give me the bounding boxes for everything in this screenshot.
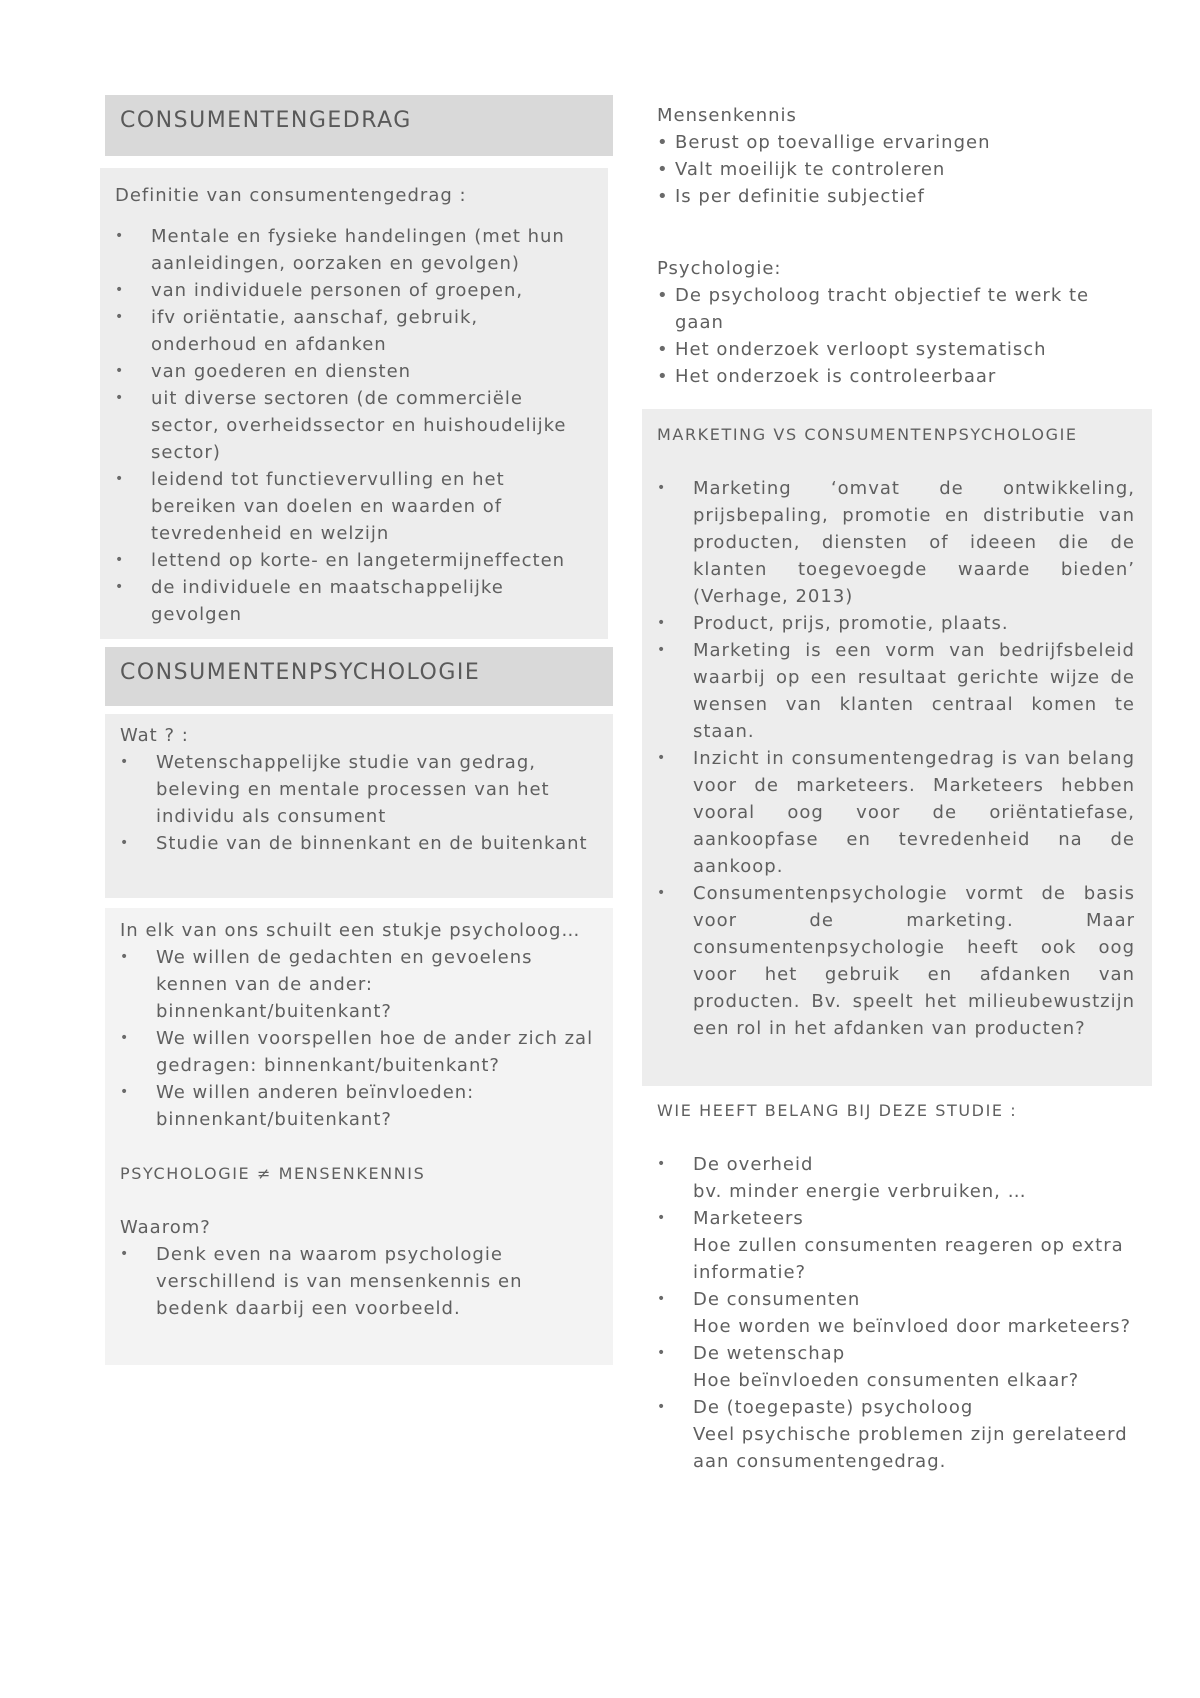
belang-who: • De consumenten (693, 1289, 861, 1310)
list-item: • Marketing is een vorm van bedrijfsbeleid waarbij op een resultaat gerichte wijze de wensen van klanten centraal komen te staan. (657, 637, 1135, 745)
list-item: • Denk even na waarom psychologie verschillend is van mensenkennis en bedenk daarbij een voorbeeld. (120, 1241, 598, 1322)
list-item (657, 1394, 1152, 1475)
belang-who: • De overheid (693, 1154, 814, 1175)
list-item: • Inzicht in consumentengedrag is van belang voor de marketeers. Marketeers hebben vooral oog voor de oriëntatiefase, aankoopfase en tevredenheid na de aankoop. (657, 745, 1135, 880)
waarom-label: Waarom? (120, 1217, 211, 1238)
list-item: • Het onderzoek verloopt systematisch (657, 336, 1127, 363)
marketing-list (657, 475, 1135, 1042)
list-item: • leidend tot functievervulling en het bereiken van doelen en waarden of tevredenheid en welzijn (115, 466, 589, 547)
wat-list (120, 749, 598, 857)
list-item (657, 1151, 1152, 1205)
psychologie-list (657, 282, 1127, 390)
belang-detail: Hoe worden we beïnvloed door marketeers? (693, 1316, 1132, 1337)
list-item: • ifv oriëntatie, aanschaf, gebruik, onderhoud en afdanken (115, 304, 589, 358)
mensenkennis-label: Mensenkennis (657, 105, 797, 126)
list-item: • Studie van de binnenkant en de buitenkant (120, 830, 598, 857)
list-item: • lettend op korte- en langetermijneffecten (115, 547, 589, 574)
mensenkennis-section (657, 102, 1157, 210)
belang-detail: Hoe beïnvloeden consumenten elkaar? (693, 1370, 1080, 1391)
list-item: • Marketing ‘omvat de ontwikkeling, prijsbepaling, promotie en distributie van producten, diensten of ideeen die de klanten toegevoegde waarde bieden’ (Verhage, 2013) (657, 475, 1135, 610)
belang-detail: Veel psychische problemen zijn gerelateerd aan consumentengedrag. (693, 1424, 1128, 1472)
list-item: • de individuele en maatschappelijke gevolgen (115, 574, 589, 628)
belang-list (657, 1151, 1152, 1475)
psycholoog-list (120, 944, 598, 1133)
consumentenpsychologie-heading-box (105, 647, 613, 706)
list-item: • Het onderzoek is controleerbaar (657, 363, 1127, 390)
mensenkennis-list (657, 129, 1157, 210)
wat-label: Wat ? : (120, 725, 189, 746)
list-item: • We willen de gedachten en gevoelens kennen van de ander: binnenkant/buitenkant? (120, 944, 598, 1025)
belang-title: WIE HEEFT BELANG BIJ DEZE STUDIE : (657, 1101, 1018, 1120)
consumentenpsychologie-title: CONSUMENTENPSYCHOLOGIE (120, 660, 481, 685)
consumentengedrag-title: CONSUMENTENGEDRAG (120, 108, 412, 133)
belang-section (657, 1097, 1152, 1475)
belang-detail: bv. minder energie verbruiken, … (693, 1181, 1027, 1202)
list-item: • Berust op toevallige ervaringen (657, 129, 1157, 156)
list-item: • We willen anderen beïnvloeden: binnenkant/buitenkant? (120, 1079, 598, 1133)
psychologie-section (657, 255, 1127, 390)
definitie-label: Definitie van consumentengedrag : (115, 185, 467, 206)
wat-box (105, 714, 613, 898)
psycholoog-box (105, 908, 613, 1365)
list-item: • Valt moeilijk te controleren (657, 156, 1157, 183)
marketing-box (642, 409, 1152, 1086)
list-item: • van individuele personen of groepen, (115, 277, 589, 304)
list-item (657, 1286, 1152, 1340)
definitie-box (100, 168, 608, 639)
list-item: • Consumentenpsychologie vormt de basis voor de marketing. Maar consumentenpsychologie heeft ook oog voor het gebruik en afdanken van producten. Bv. speelt het milieubewustzijn een rol in het afdanken van producten? (657, 880, 1135, 1042)
psycholoog-intro: In elk van ons schuilt een stukje psycholoog… (120, 920, 581, 941)
marketing-title: MARKETING VS CONSUMENTENPSYCHOLOGIE (657, 425, 1078, 444)
waarom-list (120, 1241, 598, 1322)
list-item: • Is per definitie subjectief (657, 183, 1157, 210)
belang-who: • De wetenschap (693, 1343, 846, 1364)
list-item: • van goederen en diensten (115, 358, 589, 385)
definitie-list (115, 223, 593, 628)
belang-who: • De (toegepaste) psycholoog (693, 1397, 974, 1418)
list-item: • De psycholoog tracht objectief te werk te gaan (657, 282, 1127, 336)
list-item (657, 1205, 1152, 1286)
belang-who: • Marketeers (693, 1208, 804, 1229)
list-item: • Mentale en fysieke handelingen (met hun aanleidingen, oorzaken en gevolgen) (115, 223, 589, 277)
list-item: • Product, prijs, promotie, plaats. (657, 610, 1135, 637)
list-item (657, 1340, 1152, 1394)
psychologie-vs-mensenkennis-subheading: PSYCHOLOGIE ≠ MENSENKENNIS (120, 1164, 426, 1183)
consumentengedrag-heading-box (105, 95, 613, 156)
list-item: • We willen voorspellen hoe de ander zich zal gedragen: binnenkant/buitenkant? (120, 1025, 598, 1079)
list-item: • uit diverse sectoren (de commerciële sector, overheidssector en huishoudelijke sector) (115, 385, 589, 466)
psychologie-label: Psychologie: (657, 258, 782, 279)
belang-detail: Hoe zullen consumenten reageren op extra informatie? (693, 1235, 1124, 1283)
list-item: • Wetenschappelijke studie van gedrag, beleving en mentale processen van het individu als consument (120, 749, 598, 830)
